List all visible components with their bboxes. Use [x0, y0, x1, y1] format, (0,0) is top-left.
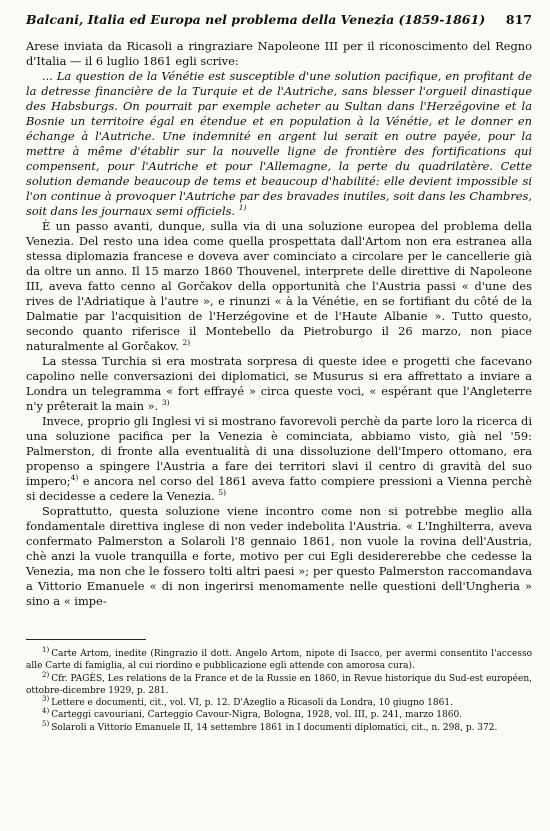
paragraph-text: È un passo avanti, dunque, sulla via di una soluzione europea del problema della Venezia. Del resto una idea come quella prospettata dall'Artom non era estranea alla stessa diplomazia francese e doveva aver cominciato a circolare per le cancellerie già da oltre un anno. Il 15 marzo 1860 Thouvenel, interprete delle direttive di Napoleone III, aveva fatto cenno al Gorčakov della opportunità che l'Austria passi « d'une des rives de l'Adriatique à l'autre », e rinunzi « à la Vénétie, en se fortifiant du côté de la Dalmatie par l'acquisition de l'Herzégovine et de l'Haute Albanie ». Tutto questo, secondo quanto riferisce il Montebello da Pietroburgo il 26 marzo, non piace naturalmente al Gorčakov. — [26, 219, 532, 353]
paragraph-text: Arese inviata da Ricasoli a ringraziare Napoleone III per il riconoscimento del Regno d'Italia — il 6 luglio 1861 egli scrive: — [26, 39, 532, 68]
footnote-number: 5) — [42, 719, 50, 728]
footnote-number: 2) — [42, 670, 50, 679]
footnote-ref[interactable]: 1) — [238, 203, 247, 213]
body-text — [26, 39, 532, 609]
page-number: 817 — [505, 12, 532, 27]
paragraph — [26, 219, 532, 354]
footnote-separator — [26, 639, 146, 640]
footnote — [26, 670, 532, 698]
footnote-text: Carteggi cavouriani, Carteggio Cavour-Nigra, Bologna, 1928, vol. III, p. 241, marzo 1860. — [51, 710, 463, 721]
paragraph-text: Invece, proprio gli Inglesi vi si mostrano favorevoli perchè da parte loro la ricerca di una soluzione pacifica per la Venezia è cominciata, abbiamo visto, già nel '59: Palmerston, di fronte alla eventualità di una dissoluzione dell'Impero ottomano, era propenso a spingere l'Austria a fare dei territori slavi il centro di gravità del suo impero; — [26, 414, 532, 488]
footnote-text: Carte Artom, inedite (Ringrazio il dott. Angelo Artom, nipote di Isacco, per avermi consentito l'accesso alle Carte di famiglia, al cui riordino e pubblicazione egli attende con amorosa cura). — [26, 649, 532, 672]
footnote-number: 3) — [42, 695, 50, 704]
running-head — [26, 12, 532, 27]
footnote — [26, 648, 532, 673]
footnote-ref[interactable]: 5) — [218, 488, 227, 498]
paragraph-text: Soprattutto, questa soluzione viene incontro come non si potrebbe meglio alla fondamentale direttiva inglese di non veder indebolita l'Austria. « L'Inghilterra, aveva confermato Palmerston a Solaroli l'8 gennaio 1861, non vuole la rovina dell'Austria, chè anzi la vuole tranquilla e forte, motivo per cui Egli desidererebbe che cedesse la Venezia, ma non che le fossero tolti altri paesi »; per questo Palmerston raccomandava a Vittorio Emanuele « di non ingerirsi menomamente nelle questioni dell'Ungheria » sino a « impe- — [26, 504, 532, 608]
footnote-text: Cfr. PAGÈS, Les relations de la France et de la Russie en 1860, in Revue historique du Sud-est européen, ottobre-dicembre 1929, p. 281. — [26, 673, 532, 696]
footnote-ref[interactable]: 3) — [161, 398, 170, 408]
footnote-ref[interactable]: 4) — [70, 473, 79, 483]
footnote-text: Solaroli a Vittorio Emanuele II, 14 settembre 1861 in I documenti diplomatici, cit., n. 298, p. 372. — [51, 722, 498, 733]
running-title: Balcani, Italia ed Europa nel problema della Venezia (1859-1861) — [26, 12, 486, 27]
footnote — [26, 709, 532, 721]
quoted-passage — [26, 69, 532, 219]
paragraph — [26, 504, 532, 609]
footnote-number: 4) — [42, 707, 50, 716]
footnote-number: 1) — [42, 646, 50, 654]
footnote — [26, 697, 532, 709]
paragraph-text: e ancora nel corso del 1861 aveva fatto compiere pressioni a Vienna perchè si decidesse a cedere la Venezia. — [26, 474, 532, 503]
paragraph-text: La stessa Turchia si era mostrata sorpresa di queste idee e progetti che facevano capolino nelle conversazioni dei diplomatici, se Musurus si era affrettato a inviare a Londra un telegramma « fort effrayé » circa queste voci, « espérant que l'Angleterre n'y prêterait la main ». — [26, 354, 532, 413]
paragraph — [26, 354, 532, 414]
paragraph — [26, 414, 532, 504]
paragraph — [26, 39, 532, 69]
quote-text: ... La question de la Vénétie est susceptible d'une solution pacifique, en profitant de la detresse financière de la Turquie et de l'Autriche, sans blesser l'orgueil dinastique des Habsburgs. On pourrait par exemple acheter au Sultan dans l'Herzégovine et la Bosnie un territoire égal en étendue et en population à la Vénétie, et le donner en échange à l'Autriche. Une indemnité en argent lui serait en outre payée, pour la mettre à même d'établir sur la nouvelle ligne de frontière des fortifications qui compensent, pour l'Autriche et pour l'Allemagne, la perte du quadrilatère. Cette solution demande beaucoup de tems et beaucoup d'habilité: elle devient impossible si l'on continue à provoquer l'Autriche par des bravades inutiles, soit dans les Chambres, soit dans les journaux semi officiels. — [26, 69, 532, 218]
footnote-text: Lettere e documenti, cit., vol. VI, p. 12. D'Azeglio a Ricasoli da Londra, 10 giugno 1861. — [51, 698, 453, 709]
footnote-ref[interactable]: 2) — [182, 338, 191, 348]
footnote — [26, 719, 532, 734]
footnotes — [26, 648, 532, 734]
